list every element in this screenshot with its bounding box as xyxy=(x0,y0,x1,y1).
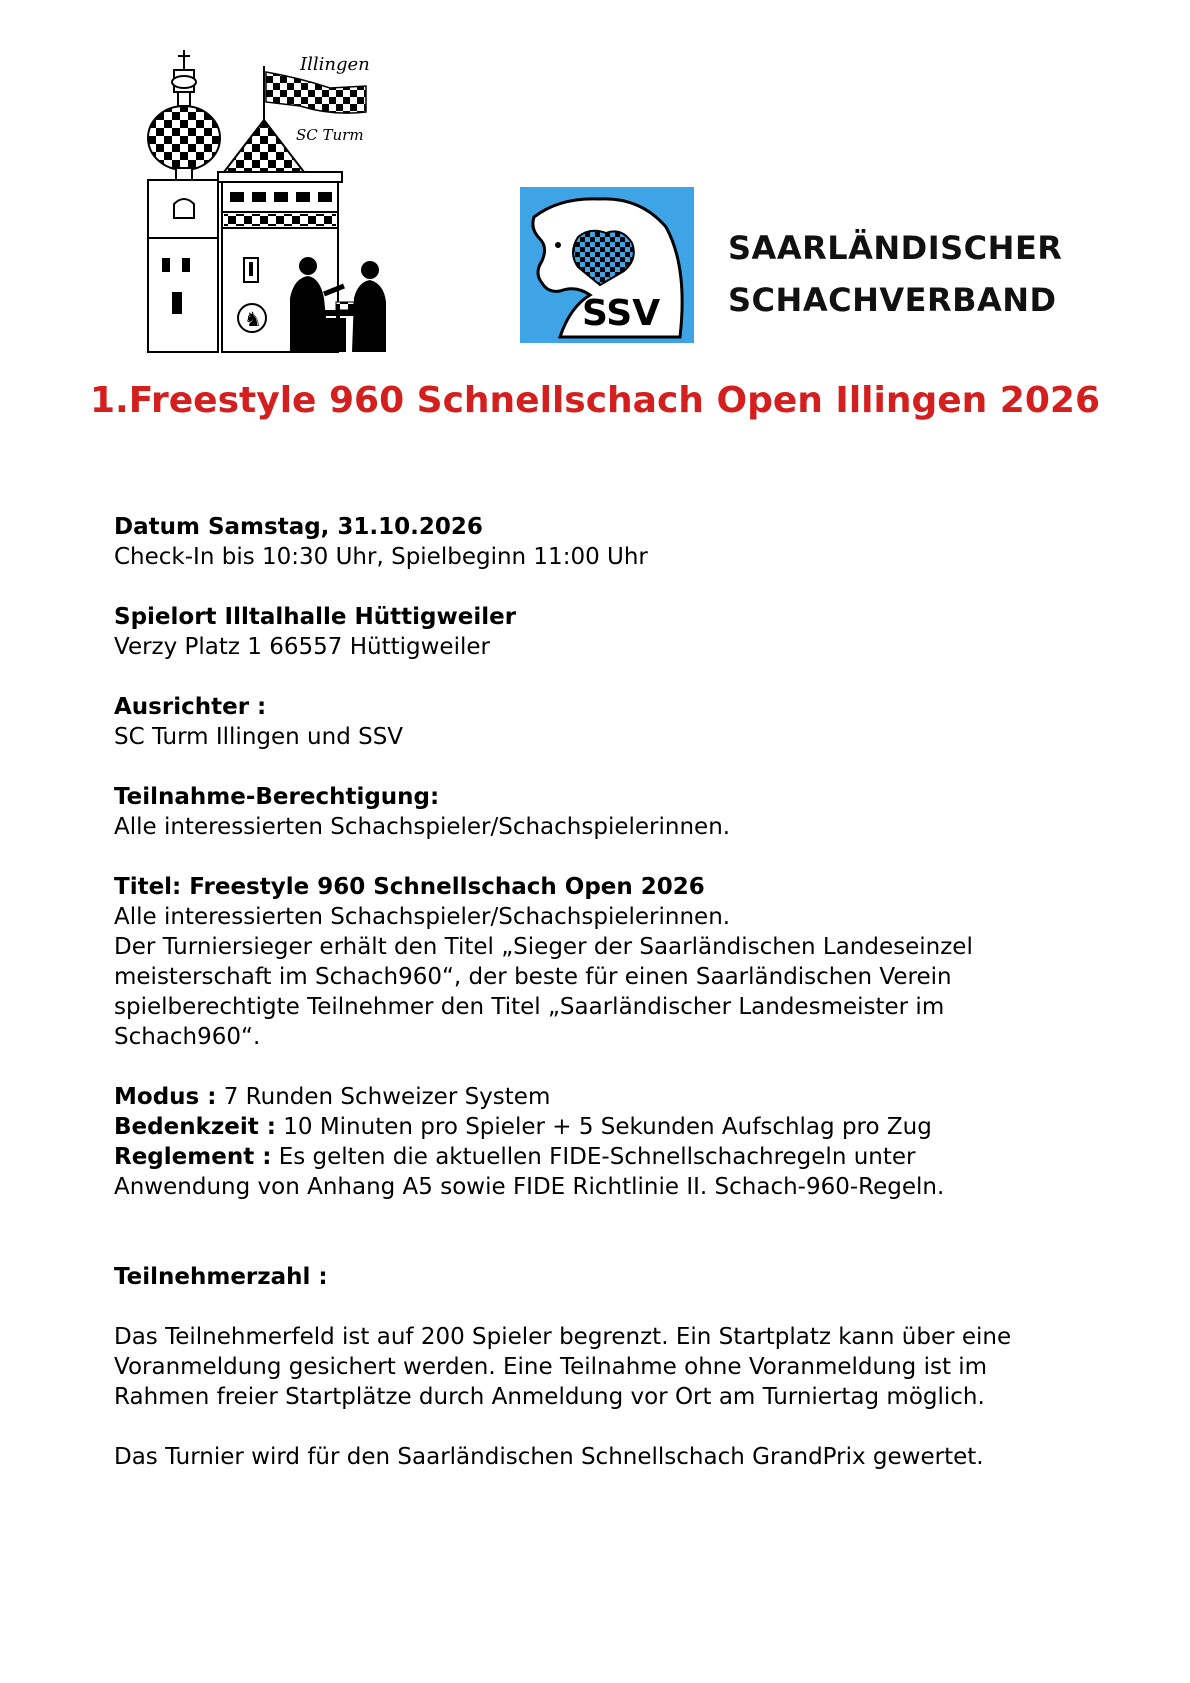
teilnehmerzahl-line2: Voranmeldung gesichert werden. Eine Teilnahme ohne Voranmeldung ist im xyxy=(114,1354,988,1380)
ssv-name-line2: SCHACHVERBAND xyxy=(728,281,1057,319)
teilnehmerzahl-line1: Das Teilnehmerfeld ist auf 200 Spieler begrenzt. Ein Startplatz kann über eine xyxy=(114,1324,1012,1350)
bedenkzeit-text: 10 Minuten pro Spieler + 5 Sekunden Aufschlag pro Zug xyxy=(275,1114,932,1140)
spielort-text: Verzy Platz 1 66557 Hüttigweiler xyxy=(114,634,490,660)
logo-text-illingen: Illingen xyxy=(300,54,370,75)
page-title: 1.Freestyle 960 Schnellschach Open Illingen 2026 xyxy=(89,380,1101,421)
reglement-label: Reglement : xyxy=(114,1144,272,1170)
modus-line xyxy=(114,1082,1114,1112)
datum-heading: Datum Samstag, 31.10.2026 xyxy=(114,514,483,540)
teilnahme-text: Alle interessierten Schachspieler/Schachspielerinnen. xyxy=(114,814,731,840)
bedenkzeit-line xyxy=(114,1112,1114,1142)
logo-text-sc-turm: SC Turm xyxy=(296,126,364,144)
ssv-badge-text: SSV xyxy=(582,293,661,334)
document-body xyxy=(114,512,1114,1472)
titel-heading: Titel: Freestyle 960 Schnellschach Open 2026 xyxy=(114,874,705,900)
reglement-line xyxy=(114,1142,1114,1172)
titel-line4: spielberechtigte Teilnehmer den Titel „Saarländischer Landesmeister im xyxy=(114,994,945,1020)
ssv-name xyxy=(728,222,1062,326)
titel-line3: meisterschaft im Schach960“, der beste für einen Saarländischen Verein xyxy=(114,964,952,990)
titel-line2: Der Turniersieger erhält den Titel „Sieger der Saarländischen Landeseinzel xyxy=(114,934,973,960)
teilnehmerzahl-heading: Teilnehmerzahl : xyxy=(114,1264,328,1290)
ssv-logo xyxy=(520,187,694,343)
ssv-name-line1: SAARLÄNDISCHER xyxy=(728,229,1063,267)
teilnahme-heading: Teilnahme-Berechtigung: xyxy=(114,784,440,810)
spielort-heading: Spielort Illtalhalle Hüttigweiler xyxy=(114,604,517,630)
grandprix-text: Das Turnier wird für den Saarländischen Schnellschach GrandPrix gewertet. xyxy=(114,1444,984,1470)
ausrichter-text: SC Turm Illingen und SSV xyxy=(114,724,404,750)
teilnehmerzahl-line3: Rahmen freier Startplätze durch Anmeldung vor Ort am Turniertag möglich. xyxy=(114,1384,985,1410)
titel-line5: Schach960“. xyxy=(114,1024,261,1050)
modus-label: Modus : xyxy=(114,1084,217,1110)
datum-text: Check-In bis 10:30 Uhr, Spielbeginn 11:00 Uhr xyxy=(114,544,648,570)
reglement-text: Es gelten die aktuellen FIDE-Schnellschachregeln unter xyxy=(271,1144,916,1170)
reglement-line2: Anwendung von Anhang A5 sowie FIDE Richtlinie II. Schach-960-Regeln. xyxy=(114,1174,945,1200)
bedenkzeit-label: Bedenkzeit : xyxy=(114,1114,276,1140)
modus-text: 7 Runden Schweizer System xyxy=(216,1084,551,1110)
svg-text:♞: ♞ xyxy=(244,307,262,331)
sc-turm-illingen-logo xyxy=(140,48,400,354)
titel-line1: Alle interessierten Schachspieler/Schachspielerinnen. xyxy=(114,904,731,930)
ausrichter-heading: Ausrichter : xyxy=(114,694,267,720)
